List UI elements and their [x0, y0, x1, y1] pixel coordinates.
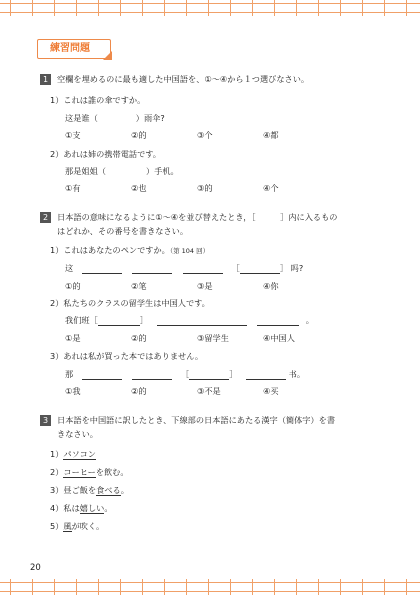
q1-instruction: 空欄を埋めるのに最も適した中国語を、①～④から１つ選びなさい。: [57, 74, 310, 84]
q2-item2-label: 2）私たちのクラスの留学生は中国人です。: [50, 298, 210, 308]
q1-item2-option2: ②也: [131, 183, 147, 193]
q2-item3-option4: ④买: [263, 386, 279, 396]
q1-item1-chinese: 这是谁（ ）雨伞?: [65, 113, 165, 123]
q2-item1-label: 1）これはあなたのペンですか。（第 104 回）: [50, 245, 210, 255]
q2-item3-option3: ③不是: [197, 386, 221, 396]
q2-header: [40, 211, 337, 224]
q2-item3-label: 3）あれは私が買った本ではありません。: [50, 351, 204, 361]
q2-item3-option1: ①我: [65, 386, 81, 396]
q1-item1-option3: ③个: [197, 130, 213, 140]
q2-item1-chinese: 这 ［ ］ 吗?: [65, 263, 304, 273]
q1-item2-chinese: 那是姐姐（ ）手机。: [65, 166, 179, 176]
q2-item2-option3: ③留学生: [197, 333, 229, 343]
q2-item1-option3: ③是: [197, 281, 213, 291]
q3-item3: 3）昼ご飯を食べる。: [50, 485, 129, 495]
q1-item2-option1: ①有: [65, 183, 81, 193]
q2-item2-option2: ②的: [131, 333, 147, 343]
q3-item2: 2）コーヒーを飲む。: [50, 467, 129, 477]
top-decorative-border: [0, 0, 420, 16]
q2-instruction-line2: はどれか、その番号を書きなさい。: [57, 226, 189, 236]
q1-header: [40, 73, 309, 86]
q3-number: 3: [40, 415, 51, 426]
q2-item2-option1: ①是: [65, 333, 81, 343]
q2-item1-option1: ①的: [65, 281, 81, 291]
q2-item1-option4: ④你: [263, 281, 279, 291]
q1-item2-label: 2）あれは姉の携帯電話です。: [50, 149, 161, 159]
q1-number: 1: [40, 74, 51, 85]
q2-item1-note: （第 104 回）: [169, 247, 210, 255]
page-title: 練習問題: [37, 39, 111, 59]
q3-item1: 1）パソコン: [50, 449, 96, 459]
q2-item3-option2: ②的: [131, 386, 147, 396]
q1-item1-option2: ②的: [131, 130, 147, 140]
q2-item2-option4: ④中国人: [263, 333, 295, 343]
bottom-decorative-border: [0, 579, 420, 595]
q3-item4: 4）私は嬉しい。: [50, 503, 113, 513]
q1-item2-option3: ③的: [197, 183, 213, 193]
q2-item3-chinese: 那 ［ ］ 书。: [65, 369, 306, 379]
q2-instruction-line1: 日本語の意味になるように①～④を並び替えたとき，［ ］内に入るもの: [57, 212, 338, 222]
q3-instruction-line1: 日本語を中国語に訳したとき、下線部の日本語にあたる漢字（簡体字）を書: [57, 415, 336, 425]
q2-item1-option2: ②笔: [131, 281, 147, 291]
q3-header: [40, 414, 335, 427]
q1-item1-label: 1）これは誰の傘ですか。: [50, 95, 146, 105]
page-number: 20: [30, 563, 41, 573]
q1-item2-option4: ④个: [263, 183, 279, 193]
q1-item1-option1: ①支: [65, 130, 81, 140]
q2-number: 2: [40, 212, 51, 223]
q1-item1-option4: ④都: [263, 130, 279, 140]
q2-item2-chinese: 我们班［ ］ 。: [65, 315, 314, 325]
q3-item5: 5）風が吹く。: [50, 521, 105, 531]
q3-instruction-line2: きなさい。: [57, 429, 98, 439]
